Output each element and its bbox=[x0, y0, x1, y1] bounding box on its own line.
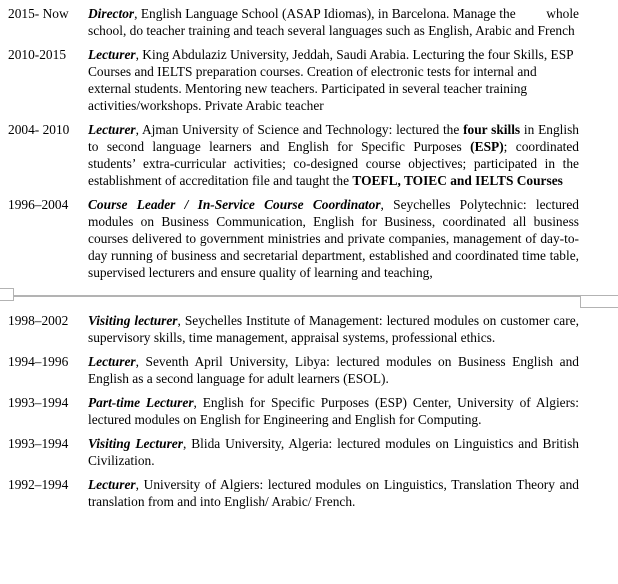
cv-entry bbox=[8, 312, 618, 346]
cv-entry bbox=[8, 353, 618, 387]
entry-period: 1998–2002 bbox=[8, 313, 69, 328]
entry-description bbox=[88, 46, 579, 114]
text-segment: , University of Algiers: lectured modules on Linguistics, Translation Theory and translation from and into English/ Arabic/ French. bbox=[88, 477, 579, 509]
cv-entry bbox=[8, 46, 618, 114]
entry-description bbox=[88, 312, 579, 346]
entry-description bbox=[88, 196, 579, 281]
cv-entry bbox=[8, 394, 618, 428]
entry-period: 1994–1996 bbox=[8, 354, 69, 369]
entry-description bbox=[88, 476, 579, 510]
text-segment: , English Language School (ASAP Idiomas), in Barcelona. Manage the whole school, do teacher training and teach several languages such as English, Arabic and French bbox=[88, 6, 579, 38]
page-break-line bbox=[0, 295, 618, 297]
text-segment: Director bbox=[88, 6, 135, 21]
text-segment: , Seychelles Polytechnic: lectured modules on Business Communication, English for Business, coordinated all business courses delivered to government ministries and private companies, management of day-to-day running of business and secretarial department, established and coordinated time table, supervised lecturers and ensure quality of learning and teaching, bbox=[88, 197, 579, 280]
text-segment: , Seventh April University, Libya: lectured modules on Business English and English as a second language for adult learners (ESOL). bbox=[88, 354, 579, 386]
text-segment: Lecturer bbox=[88, 354, 136, 369]
entry-period: 1993–1994 bbox=[8, 436, 69, 451]
text-segment: Lecturer bbox=[88, 122, 136, 137]
text-segment: Lecturer bbox=[88, 477, 136, 492]
entry-description bbox=[88, 121, 579, 189]
cv-entry bbox=[8, 121, 618, 189]
entry-period: 2015- Now bbox=[8, 6, 69, 21]
entry-period: 1992–1994 bbox=[8, 477, 69, 492]
entry-description bbox=[88, 353, 579, 387]
text-segment: (ESP) bbox=[470, 139, 504, 154]
page-break-divider bbox=[0, 288, 618, 308]
entry-description bbox=[88, 394, 579, 428]
text-segment: Visiting lecturer bbox=[88, 313, 178, 328]
text-segment: Visiting Lecturer bbox=[88, 436, 183, 451]
entry-period: 2010-2015 bbox=[8, 47, 67, 62]
text-segment: TOEFL, TOIEC and IELTS Courses bbox=[352, 173, 563, 188]
entry-period: 1996–2004 bbox=[8, 197, 69, 212]
text-segment: Course Leader / In-Service Course Coordinator bbox=[88, 197, 381, 212]
text-segment: Part-time Lecturer bbox=[88, 395, 194, 410]
text-segment: four skills bbox=[463, 122, 521, 137]
text-segment: in English to second language learners and English for Specific Purposes bbox=[88, 122, 579, 154]
text-segment: Lecturer bbox=[88, 47, 136, 62]
cv-entry bbox=[8, 196, 618, 281]
text-segment: , King Abdulaziz University, Jeddah, Saudi Arabia. Lecturing the four Skills, ESP Courses and IELTS preparation courses. Creation of electronic tests for internal and external students. Mentoring new teachers. Participated in several teacher training activities/workshops. Private Arabic teacher bbox=[88, 47, 574, 113]
page-margin-mark-left bbox=[0, 288, 14, 301]
entry-description bbox=[88, 5, 579, 39]
text-segment: , Blida University, Algeria: lectured modules on Linguistics and British Civilization. bbox=[88, 436, 580, 468]
text-segment: , Seychelles Institute of Management: lectured modules on customer care, supervisory skills, time management, appraisal systems, professional ethics. bbox=[88, 313, 579, 345]
entry-period: 1993–1994 bbox=[8, 395, 69, 410]
cv-entry bbox=[8, 435, 618, 469]
text-segment: ; coordinated students’ extra-curricular activities; co-designed course objectives; participated in the establishment of accreditation file and taught the bbox=[88, 139, 580, 188]
cv-entry bbox=[8, 5, 618, 39]
entry-description bbox=[88, 435, 579, 469]
cv-entry bbox=[8, 476, 618, 510]
entry-period: 2004- 2010 bbox=[8, 122, 70, 137]
text-segment: , English for Specific Purposes (ESP) Center, University of Algiers: lectured modules on English for Engineering and English for Computing. bbox=[88, 395, 579, 427]
text-segment: , Ajman University of Science and Technology: lectured the bbox=[135, 122, 464, 137]
page-margin-mark-right bbox=[580, 295, 618, 308]
